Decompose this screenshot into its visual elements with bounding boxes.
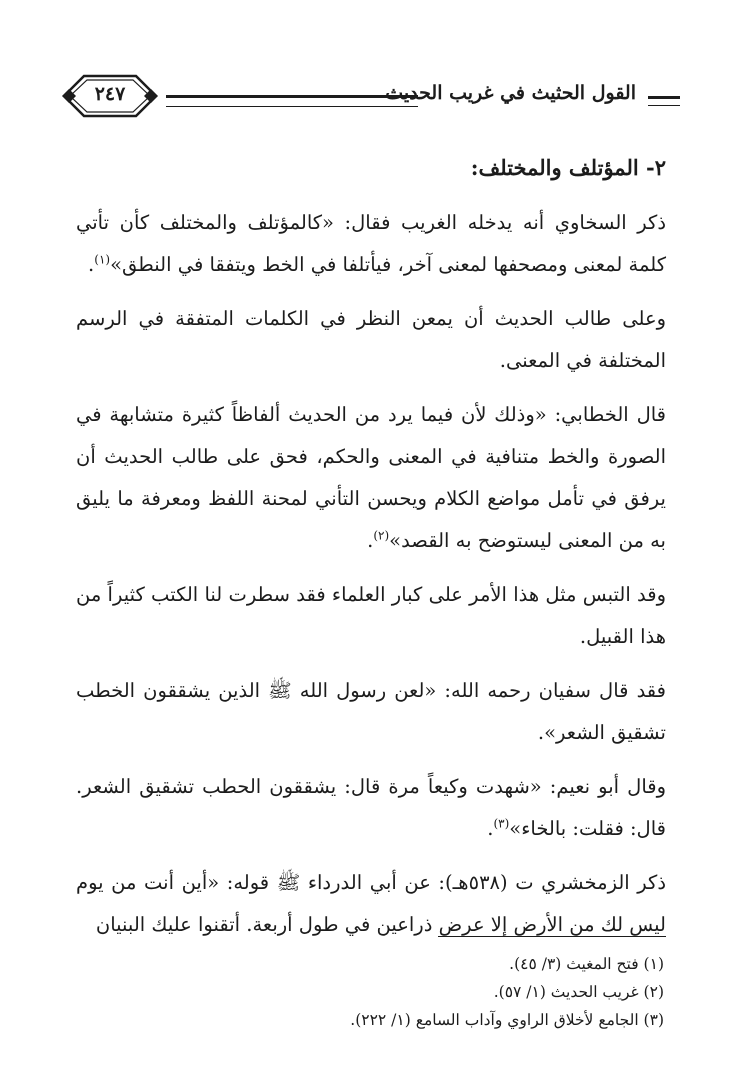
paragraph-text: وقد التبس مثل هذا الأمر على كبار العلماء فقد سطرت لنا الكتب كثيراً من هذا القبيل. bbox=[76, 583, 666, 648]
paragraph-text: وقال أبو نعيم: «شهدت وكيعاً مرة قال: يشققون الحطب تشقيق الشعر. قال: فقلت: بالخاء» bbox=[76, 775, 666, 840]
running-title: القول الحثيث في غريب الحديث bbox=[385, 82, 636, 104]
footnote: (٣) الجامع لأخلاق الراوي وآداب السامع (١/ ٢٢٢). bbox=[350, 1011, 664, 1029]
paragraph-tail: . bbox=[487, 817, 494, 840]
paragraph bbox=[76, 766, 666, 850]
paragraph-text: فقد قال سفيان رحمه الله: «لعن رسول الله ﷺ الذين يشققون الخطب تشقيق الشعر». bbox=[76, 679, 666, 744]
paragraph bbox=[76, 298, 666, 382]
main-text bbox=[76, 148, 666, 958]
paragraph-text: وعلى طالب الحديث أن يمعن النظر في الكلمات المتفقة في الرسم المختلفة في المعنى. bbox=[76, 307, 666, 372]
header-rule bbox=[166, 95, 418, 107]
running-header bbox=[60, 70, 680, 122]
paragraph bbox=[76, 574, 666, 658]
footnote-separator bbox=[438, 936, 666, 937]
paragraph-tail: . bbox=[88, 253, 95, 276]
paragraph-text: قال الخطابي: «وذلك لأن فيما يرد من الحديث ألفاظاً كثيرة متشابهة في الصورة والخط متنافية في المعنى والحكم، فحق على طالب الحديث أن يرفق في تأمل مواضع الكلام ويحسن التأني لمحنة اللفظ ومعرفة ما يليق به من المعنى ليستوضح به القصد» bbox=[76, 403, 666, 552]
header-ornament-dash bbox=[648, 96, 680, 106]
paragraph bbox=[76, 670, 666, 754]
paragraph bbox=[76, 394, 666, 562]
paragraph-tail: . bbox=[367, 529, 374, 552]
section-heading: ٢- المؤتلف والمختلف: bbox=[470, 155, 666, 180]
paragraph bbox=[76, 202, 666, 286]
page-number-badge bbox=[60, 70, 160, 122]
footnote: (١) فتح المغيث (٣/ ٤٥). bbox=[509, 955, 664, 973]
footnote-ref: (١) bbox=[94, 252, 111, 267]
paragraph bbox=[76, 862, 666, 946]
page-number: ٢٤٧ bbox=[94, 83, 126, 105]
paragraph-text: ذكر الزمخشري ت (٥٣٨هـ): عن أبي الدرداء ﷺ قوله: «أين أنت من يوم ليس لك من الأرض إلا عرض ذراعين في طول أربعة. أتقنوا عليك البنيان bbox=[76, 871, 666, 936]
paragraph-text: ذكر السخاوي أنه يدخله الغريب فقال: «كالمؤتلف والمختلف كأن تأتي كلمة لمعنى ومصحفها لمعنى آخر، فيأتلفا في الخط ويتفقا في النطق» bbox=[76, 211, 666, 276]
footnote-ref: (٣) bbox=[493, 816, 510, 831]
footnotes bbox=[84, 950, 664, 1034]
footnote-ref: (٢) bbox=[373, 528, 390, 543]
footnote: (٢) غريب الحديث (١/ ٥٧). bbox=[493, 983, 664, 1001]
